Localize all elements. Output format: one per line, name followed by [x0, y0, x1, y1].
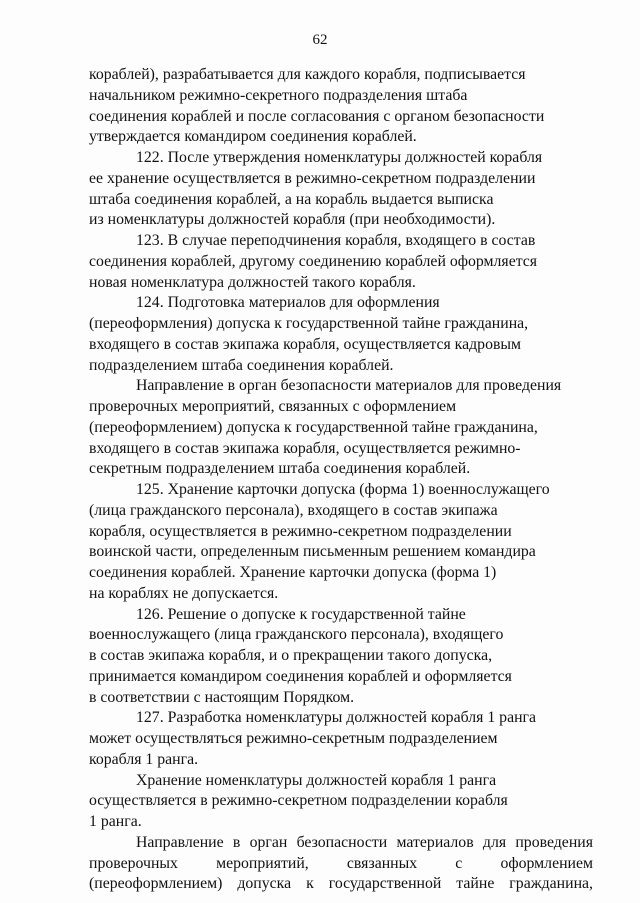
text-line: соединения кораблей, другому соединению кораблей оформляется — [89, 252, 538, 270]
text-line: (переоформлением) допуска к государственной тайне гражданина, — [89, 875, 593, 893]
text-line: подразделением штаба соединения кораблей. — [89, 356, 394, 374]
paragraph-124 — [89, 293, 593, 376]
text-line: военнослужащего (лица гражданского персонала), входящего — [89, 626, 504, 644]
document-body — [89, 65, 593, 895]
text-line: (переоформлением) допуска к государственной тайне гражданина, — [89, 418, 538, 436]
text-line: 124. Подготовка материалов для оформления — [136, 294, 440, 312]
paragraph-127-storage — [89, 771, 593, 833]
text-line: 125. Хранение карточки допуска (форма 1) военнослужащего — [136, 481, 550, 498]
text-line: на кораблях не допускается. — [89, 584, 279, 602]
text-line: входящего в состав экипажа корабля, осуществляется кадровым — [89, 335, 522, 353]
text-line: новая номенклатура должностей такого корабля. — [89, 273, 416, 291]
text-line: Направление в орган безопасности материалов для проведения — [136, 833, 593, 851]
text-line: утверждается командиром соединения кораблей. — [89, 128, 417, 146]
text-line: 126. Решение о допуске к государственной тайне — [136, 605, 466, 623]
paragraph-123 — [89, 231, 593, 293]
paragraph-127 — [89, 708, 593, 770]
text-line: соединения кораблей и после согласования с органом безопасности — [89, 107, 545, 125]
text-line: проверочных мероприятий, связанных с оформлением — [89, 854, 593, 872]
text-line: корабля, осуществляется в режимно-секретном подразделении — [89, 522, 512, 540]
text-line: кораблей), разрабатывается для каждого корабля, подписывается — [89, 66, 526, 83]
text-line: входящего в состав экипажа корабля, осуществляется режимно- — [89, 439, 521, 457]
text-line: из номенклатуры должностей корабля (при необходимости). — [89, 211, 496, 229]
text-line: (переоформления) допуска к государственной тайне гражданина, — [89, 315, 529, 332]
text-line: 127. Разработка номенклатуры должностей корабля 1 ранга — [136, 709, 537, 727]
paragraph-127-direction — [89, 833, 593, 895]
text-line: Направление в орган безопасности материалов для проведения — [136, 377, 562, 395]
text-line: осуществляется в режимно-секретном подразделении корабля — [89, 792, 508, 810]
paragraph-125 — [89, 480, 593, 605]
page-number: 62 — [312, 32, 328, 48]
text-line: 122. После утверждения номенклатуры должностей корабля — [136, 149, 543, 166]
text-line: 1 ранга. — [89, 813, 142, 830]
text-line: корабля 1 ранга. — [89, 750, 199, 768]
paragraph-continuation — [89, 65, 593, 148]
text-line: Хранение номенклатуры должностей корабля 1 ранга — [136, 771, 497, 789]
text-line: секретным подразделением штаба соединения кораблей. — [89, 460, 471, 478]
text-line: начальником режимно-секретного подразделения штаба — [89, 86, 468, 104]
text-line: ее хранение осуществляется в режимно-секретном подразделении — [89, 169, 536, 187]
text-line: соединения кораблей. Хранение карточки допуска (форма 1) — [89, 564, 497, 581]
text-line: может осуществляться режимно-секретным подразделением — [89, 730, 498, 747]
text-line: воинской части, определенным письменным решением командира — [89, 543, 536, 561]
text-line: (лица гражданского персонала), входящего в состав экипажа — [89, 501, 498, 519]
text-line: проверочных мероприятий, связанных с оформлением — [89, 398, 457, 415]
text-line: в состав экипажа корабля, и о прекращении такого допуска, — [89, 647, 493, 664]
text-line: штаба соединения кораблей, а на корабль выдается выписка — [89, 190, 494, 208]
paragraph-126 — [89, 605, 593, 709]
paragraph-122 — [89, 148, 593, 231]
text-line: в соответствии с настоящим Порядком. — [89, 688, 355, 706]
text-line: 123. В случае переподчинения корабля, входящего в состав — [136, 232, 536, 249]
paragraph-124-direction — [89, 376, 593, 480]
text-line: принимается командиром соединения кораблей и оформляется — [89, 667, 512, 685]
